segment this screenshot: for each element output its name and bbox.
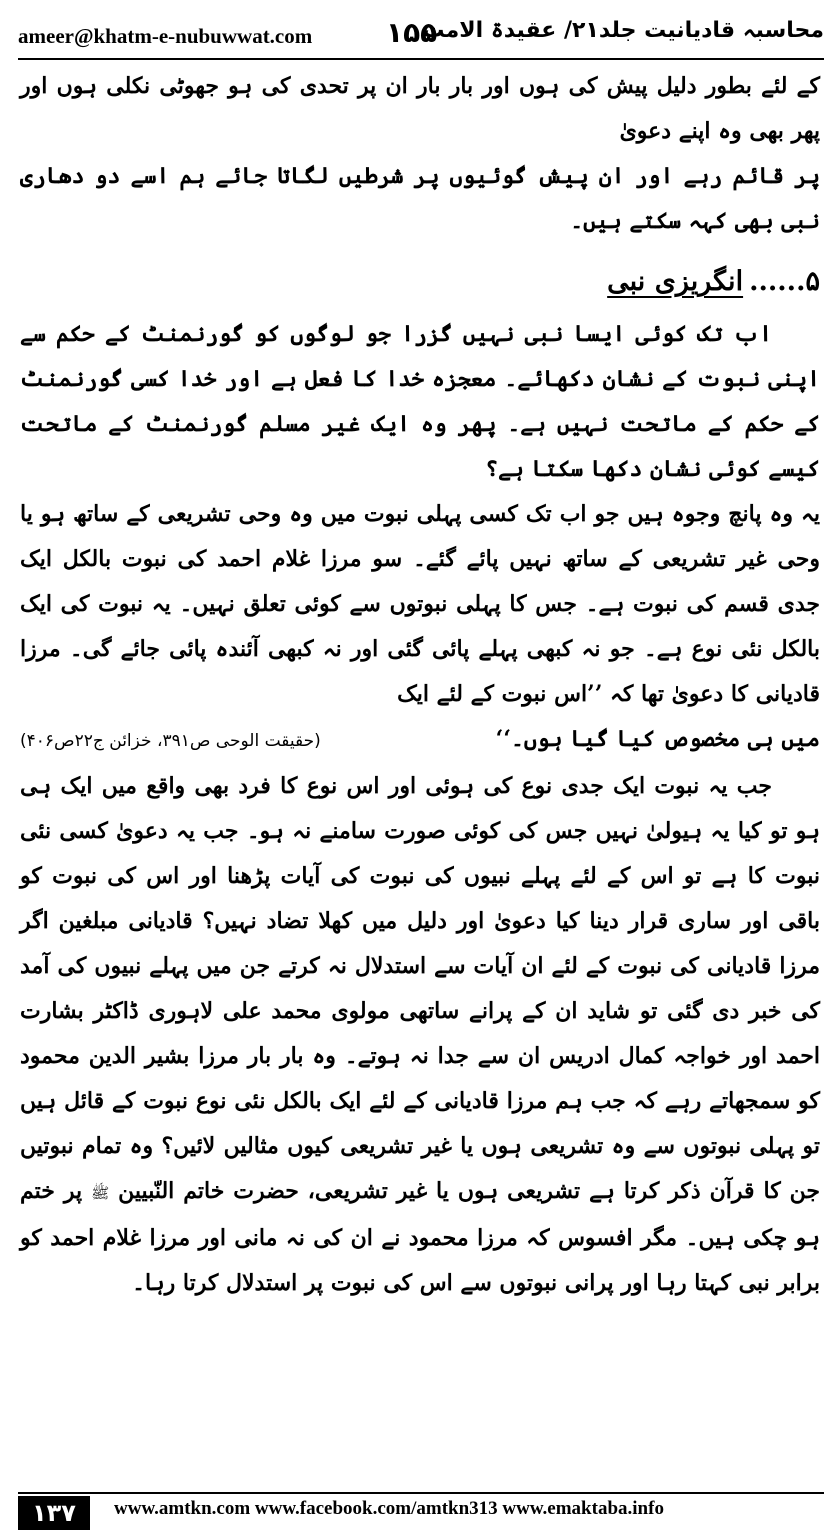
header-rule — [18, 58, 824, 60]
footer-links: www.amtkn.com www.facebook.com/amtkn313 www.emaktaba.info — [114, 1498, 664, 1519]
paragraph-2-last-line: میں ہی مخصوص کیا گیا ہوں۔‘‘ — [495, 726, 820, 752]
header-book-title: محاسبہ قادیانیت جلد۲۱/ عقیدۃ الامت — [422, 18, 824, 43]
intro-line-2: پر قائم رہے اور ان پیش گوئیوں پر شرطیں لگاتا جائے ہم اسے دو دھاری نبی بھی کہہ سکتے ہیں۔ — [20, 163, 820, 234]
quote-reference-line — [20, 717, 820, 764]
header-email: ameer@khatm-e-nubuwwat.com — [18, 24, 313, 48]
page-header — [18, 14, 824, 54]
paragraph-2: یہ وہ پانچ وجوہ ہیں جو اب تک کسی پہلی نبوت میں وہ وحی تشریعی کے ساتھ ہو یا وحی غیر تشریعی کے ساتھ نہیں پائے گئے۔ سو مرزا غلام احمد کی نبوت بالکل ایک جدی قسم کی نبوت ہے۔ جس کا پہلی نبوتوں سے کوئی تعلق نہیں۔ یہ نبوت کی ایک بالکل نئی نوع ہے۔ جو نہ کبھی پہلے پائی گئی اور نہ کبھی آئندہ پائی جائے گی۔ مرزا قادیانی کا دعویٰ تھا کہ ’’اس نبوت کے لئے ایک — [20, 501, 820, 707]
section-heading — [20, 258, 820, 306]
intro-line-1: کے لئے بطور دلیل پیش کی ہوں اور بار بار ان پر تحدی کی ہو جھوٹی نکلی ہوں اور پھر بھی وہ اپنے دعویٰ — [20, 73, 820, 144]
paragraph-3-part-b: پر ختم ہو چکی ہیں۔ مگر افسوس کہ مرزا محمود نے ان کی نہ مانی اور مرزا غلام احمد کو برابر نبی کہتا رہا اور پرانی نبوتوں سے اس کی نبوت پر استدلال کرتا رہا۔ — [20, 1178, 820, 1296]
honorific-symbol: ﷺ — [91, 1184, 110, 1202]
footer-page-number: ۱۳۷ — [18, 1496, 90, 1530]
reference-citation: (حقیقت الوحی ص۳۹۱، خزائن ج۲۲ص۴۰۶) — [20, 731, 321, 751]
page-footer — [18, 1492, 824, 1532]
paragraph-3-part-a: جب یہ نبوت ایک جدی نوع کی ہوئی اور اس نوع کا فرد بھی واقع میں ایک ہی ہو تو کیا یہ ہیولیٰ نہیں جس کی کوئی صورت سامنے نہ ہو۔ جب یہ دعویٰ کسی نئی نبوت کا ہے تو اس کے لئے پہلے نبیوں کی نبوت کی آیات پڑھنا اور اس کی نبوت کو باقی اور ساری قرار دینا کیا دعویٰ اور دلیل میں کھلا تضاد نہیں؟ قادیانی مبلغین اگر مرزا قادیانی کی نبوت کے لئے ان آیات سے استدلال نہ کرتے جن میں پہلے نبیوں کی آمد کی خبر دی گئی تو شاید ان کے پرانے ساتھی مولوی محمد علی لاہوری ڈاکٹر بشارت احمد اور خواجہ کمال ادریس ان سے جدا نہ ہوتے۔ وہ بار بار مرزا بشیر الدین محمود کو سمجھاتے رہے کہ جب ہم مرزا قادیانی کے لئے ایک بالکل نئی نوع نبوت کے قائل ہیں تو پہلی نبوتوں سے وہ تشریعی ہوں یا غیر تشریعی کیوں مثالیں لائیں؟ وہ تمام نبوتیں جن کا قرآن ذکر کرتا ہے تشریعی ہوں یا غیر تشریعی، حضرت خاتم النّبیین — [20, 773, 821, 1204]
paragraph-3 — [20, 764, 820, 1306]
header-page-number: ۱۵۵ — [386, 16, 438, 49]
paragraph-1: اب تک کوئی ایسا نبی نہیں گزرا جو لوگوں کو گورنمنٹ کے حکم سے اپنی نبوت کے نشان دکھائے۔ معجزہ خدا کا فعل ہے اور خدا کسی گورنمنٹ کے حکم کے ماتحت نہیں ہے۔ پھر وہ ایک غیر مسلم گورنمنٹ کے ماتحت کیسے کوئی نشان دکھا سکتا ہے؟ — [20, 321, 820, 482]
page-body — [20, 64, 820, 1450]
section-title: انگریزی نبی — [607, 266, 744, 297]
section-number: ۵...... — [749, 266, 820, 297]
